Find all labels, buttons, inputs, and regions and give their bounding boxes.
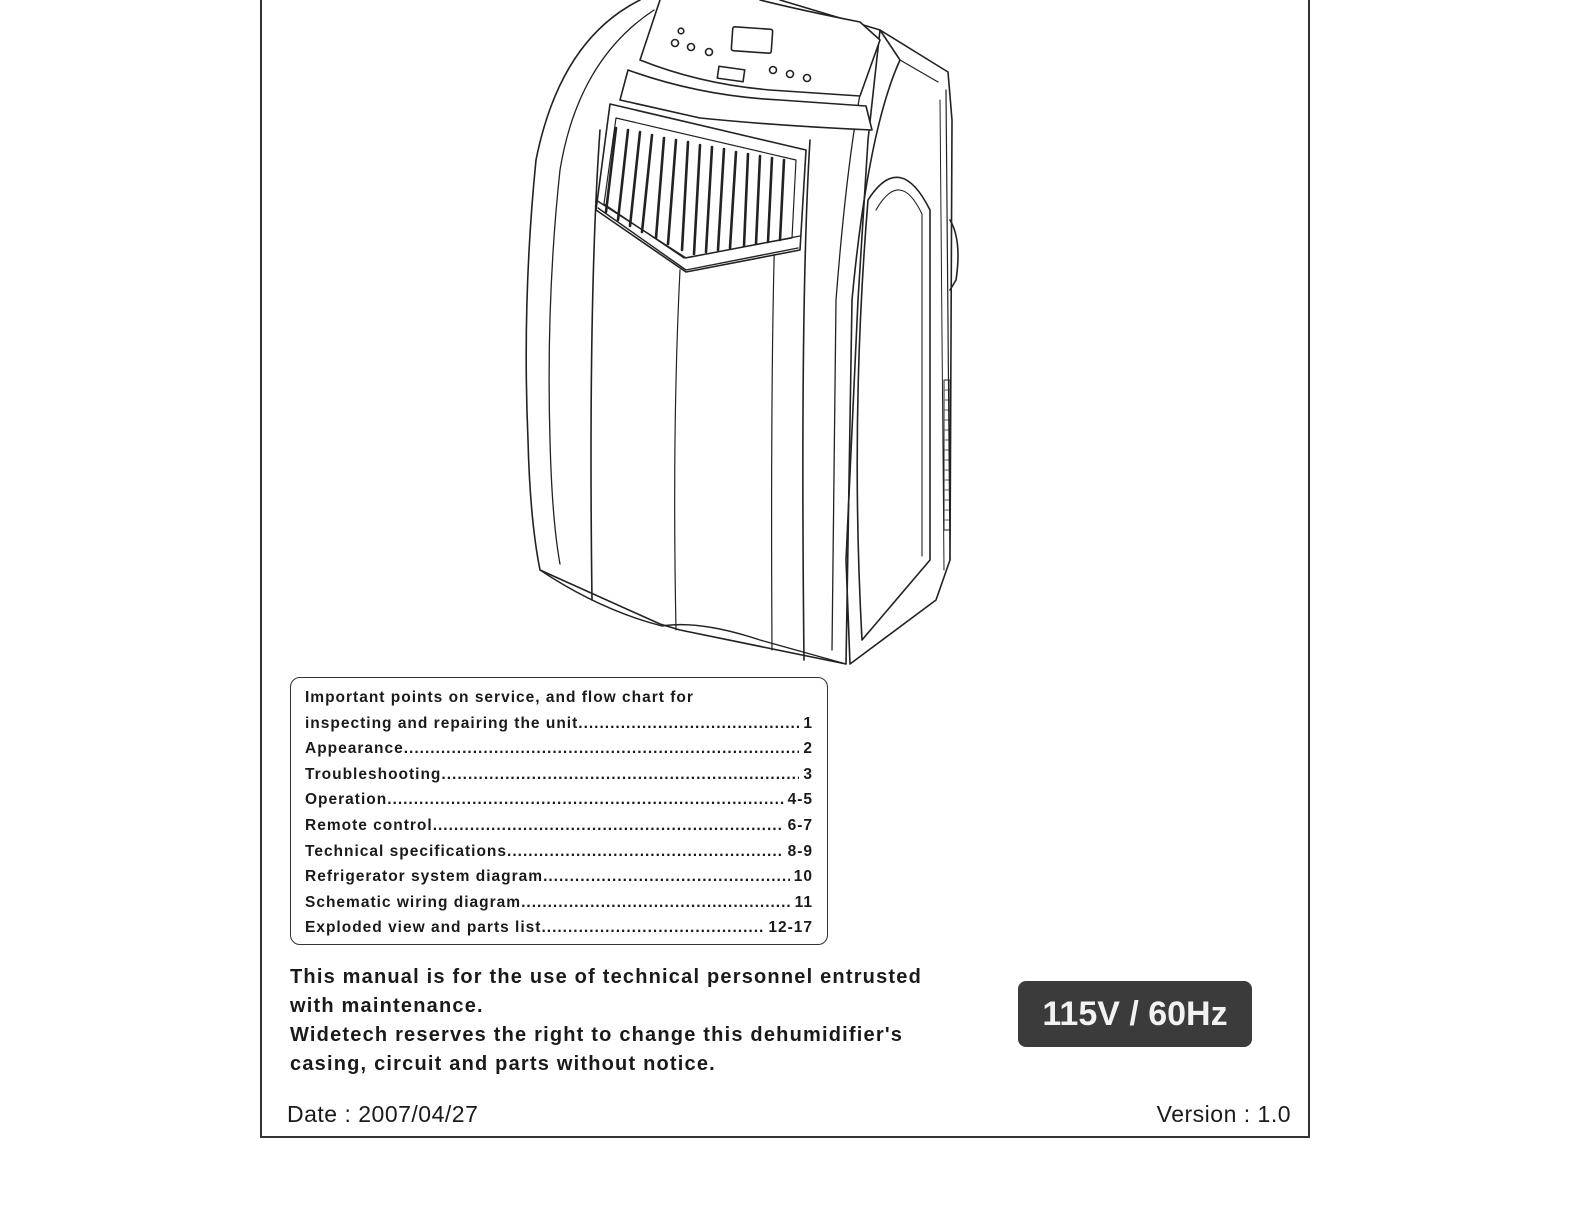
toc-leader-dots — [543, 864, 790, 890]
toc-item-label: inspecting and repairing the unit — [305, 714, 579, 732]
toc-item-page: 11 — [794, 893, 813, 911]
notice-line: casing, circuit and parts without notice. — [290, 1053, 716, 1075]
toc-leader-dots — [387, 787, 783, 813]
maintenance-notice — [290, 963, 1000, 1079]
toc-item — [305, 787, 813, 813]
footer-version: Version : 1.0 — [1156, 1101, 1291, 1127]
toc-item-page: 1 — [803, 714, 813, 732]
toc-item-label: Operation — [305, 791, 388, 809]
toc-leader-dots — [441, 762, 799, 788]
footer-date: Date : 2007/04/27 — [287, 1101, 479, 1127]
toc-item-page: 2 — [803, 740, 813, 758]
toc-item — [305, 685, 813, 711]
toc-item — [305, 711, 813, 737]
toc-leader-dots — [433, 813, 784, 839]
toc-item-page: 8-9 — [787, 842, 813, 860]
dehumidifier-illustration — [518, 0, 964, 668]
notice-line: Widetech reserves the right to change this dehumidifier's — [290, 1024, 904, 1046]
toc-item — [305, 839, 813, 865]
toc-leader-dots — [404, 736, 800, 762]
toc-item — [305, 864, 813, 890]
toc-item-page: 10 — [793, 868, 813, 886]
toc-item-page: 12-17 — [768, 919, 813, 937]
toc-item-label: Technical specifications — [305, 842, 508, 860]
toc-item-label: Exploded view and parts list — [305, 919, 542, 937]
toc-item — [305, 813, 813, 839]
toc-item-page: 4-5 — [787, 791, 813, 809]
toc-item-label: Refrigerator system diagram — [305, 868, 544, 886]
toc-item-label: Appearance — [305, 740, 404, 758]
toc-leader-dots — [578, 711, 799, 737]
toc-item — [305, 762, 813, 788]
toc-item-label: Remote control — [305, 816, 433, 834]
toc-leader-dots — [507, 839, 784, 865]
toc-leader-dots — [521, 890, 791, 916]
toc-item — [305, 736, 813, 762]
toc-item-page: 6-7 — [787, 816, 813, 834]
toc-item-label: Troubleshooting — [305, 765, 442, 783]
notice-line: This manual is for the use of technical personnel entrusted — [290, 966, 923, 988]
notice-line: with maintenance. — [290, 995, 484, 1017]
table-of-contents — [290, 677, 828, 945]
toc-item-page: 3 — [803, 765, 813, 783]
toc-item-label: Schematic wiring diagram — [305, 893, 522, 911]
toc-item-label: Important points on service, and flow chart for — [305, 689, 694, 706]
toc-leader-dots — [541, 915, 764, 941]
toc-item — [305, 915, 813, 941]
voltage-badge: 115V / 60Hz — [1018, 981, 1252, 1047]
toc-item — [305, 890, 813, 916]
